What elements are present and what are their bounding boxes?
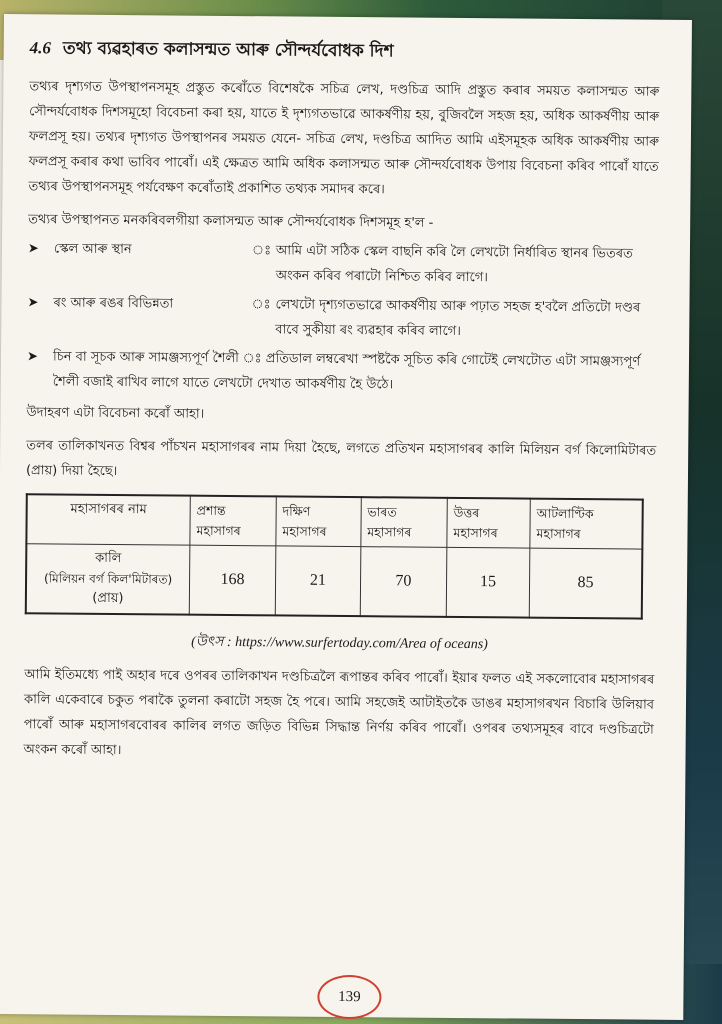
section-number: 4.6: [29, 38, 52, 58]
table-cell-value: 70: [360, 547, 447, 617]
conclusion-paragraph: আমি ইতিমধ্যে পাই অহাৰ দৰে ওপৰৰ তালিকাখন দণ্ডচিত্ৰলৈ ৰূপান্তৰ কৰিব পাৰোঁ। ইয়াৰ ফলত এই সকলোবোৰ মহাসাগৰৰ কালি একেবাৰে চকুত পৰাকৈ তুলনা কৰাটো সহজ হৈ পৰে। আমি সহজেই আটাইতকৈ ডাঙৰ মহাসাগৰখন বিচাৰি উলিয়াব পাৰোঁ আৰু মহাসাগৰবোৰৰ কালিৰ লগত জড়িত বিভিন্ন সিদ্ধান্ত নিৰ্ণয় কৰিব পাৰোঁ। ওপৰৰ তথ্যসমূহৰ বাবে দণ্ডচিত্ৰটো অংকন কৰোঁ আহা।: [23, 667, 655, 759]
bullet-color-variety: [27, 290, 657, 345]
bullet-term: চিন বা সূচক আৰু সামঞ্জস্যপূৰ্ণ শৈলী: [52, 349, 239, 367]
bullet-body: [53, 344, 657, 399]
bullet-description: লেখটো দৃশ্যগতভাৱে আকৰ্ষণীয় আৰু পঢ়াত সহজ হ'বলৈ প্ৰতিটো দণ্ডৰ বাবে সুকীয়া ৰং ব্যৱহাৰ কৰিব লাগে।: [275, 297, 641, 339]
bullet-term: স্কেল আৰু স্থান: [53, 241, 132, 258]
page-content: [23, 36, 659, 767]
bullet-marker-style: [27, 344, 657, 399]
table-row-label: [26, 544, 190, 615]
table-intro-paragraph: তলৰ তালিকাখনত বিশ্বৰ পাঁচখন মহাসাগৰৰ নাম দিয়া হৈছে, লগতে প্ৰতিখন মহাসাগৰৰ কালি মিলিয়ন বৰ্গ কিলোমিটাৰত (প্ৰায়) দিয়া হৈছে।: [25, 438, 657, 480]
bullet-scale-space: [28, 236, 658, 291]
page-number: 139: [317, 975, 381, 1020]
example-paragraph: উদাহৰণ এটা বিবেচনা কৰোঁ আহা।: [26, 405, 205, 422]
bullet-separator: ঃ: [251, 297, 271, 313]
table-cell-value: 15: [446, 547, 530, 617]
table-cell-value: 21: [275, 546, 360, 616]
arrow-bullet-icon: ➤: [26, 349, 38, 365]
row-label-line: কালি: [95, 550, 122, 567]
bullet-description: আমি এটা সঠিক স্কেল বাছনি কৰি লৈ লেখটো নিৰ্ধাৰিত স্থানৰ ভিতৰত অংকন কৰিব পৰাটো নিশ্চিত কৰিব লাগে।: [275, 243, 633, 286]
table-header-ocean: আটলাণ্টিক মহাসাগৰ: [530, 499, 643, 549]
oceans-table: [25, 493, 644, 619]
arrow-bullet-icon: ➤: [27, 295, 39, 311]
table-cell-value: 168: [189, 545, 275, 615]
section-heading: [30, 36, 660, 65]
table-header-ocean: উত্তৰ মহাসাগৰ: [447, 498, 530, 548]
table-cell-value: 85: [529, 548, 642, 618]
bullet-term: ৰং আৰু ৰঙৰ বিভিন্নতা: [53, 295, 174, 312]
bullet-description: প্ৰতিডাল লম্বৰেখা স্পষ্টকৈ সূচিত কৰি গোটেই লেখটোত এটা সামঞ্জস্যপূৰ্ণ শৈলী বজাই ৰাখিব লাগে যাতে লেখটো দেখাত আকৰ্ষণীয় হৈ উঠে।: [52, 351, 641, 393]
intro-paragraph: তথ্যৰ দৃশ্যগত উপস্থাপনসমূহ প্ৰস্তুত কৰোঁতে বিশেষকৈ সচিত্ৰ লেখ, দণ্ডচিত্ৰ আদি প্ৰস্তুত কৰাৰ সময়ত কলাসন্মত আৰু সৌন্দৰ্যবোধক দিশসমূহো বিবেচনা কৰা হয়, যাতে ই দৃশ্যগতভাৱে আকৰ্ষণীয় হয়, বুজিবলৈ সহজ হয়, অধিক আকৰ্ষণীয় আৰু ফলপ্ৰসূ হয়। তথ্যৰ দৃশ্যগত উপস্থাপনৰ সময়ত যেনে- সচিত্ৰ লেখ, দণ্ডচিত্ৰ আদিত আমি এইসমূহক অধিক আকৰ্ষণীয় আৰু ফলপ্ৰসূ কৰাৰ কথা ভাবিব পাৰোঁ। এই ক্ষেত্ৰত আমি অধিক কলাসন্মত আৰু সৌন্দৰ্যবোধক উপায় বিবেচনা কৰিব পাৰোঁ যাতে তথ্যৰ উপস্থাপনসমূহ পৰ্যবেক্ষণ কৰোঁতাই প্ৰকাশিত তথ্যক সমাদৰ কৰে।: [28, 79, 660, 198]
table-header-label: মহাসাগৰৰ নাম: [26, 494, 190, 545]
table-header-ocean: প্ৰশান্ত মহাসাগৰ: [190, 496, 276, 546]
source-citation: (উৎস : https://www.surfertoday.com/Area of oceans): [191, 634, 488, 653]
book-page: [0, 14, 692, 1020]
arrow-bullet-icon: ➤: [27, 241, 39, 257]
table-row: [26, 544, 643, 619]
row-label-line: (প্ৰায়): [92, 590, 124, 607]
table-header-ocean: ভাৰত মহাসাগৰ: [361, 497, 448, 547]
bullet-separator: ঃ: [251, 243, 272, 259]
aspects-intro-paragraph: তথ্যৰ উপস্থাপনত মনকৰিবলগীয়া কলাসন্মত আৰু সৌন্দৰ্যবোধক দিশসমূহ হ'ল -: [28, 212, 434, 231]
row-label-line: (মিলিয়ন বৰ্গ কিল'মিটাৰত): [43, 571, 173, 587]
section-title: তথ্য ব্যৱহাৰত কলাসন্মত আৰু সৌন্দৰ্যবোধক দিশ: [62, 38, 394, 62]
table-header-row: [26, 494, 642, 549]
table-header-ocean: দক্ষিণ মহাসাগৰ: [276, 496, 361, 546]
